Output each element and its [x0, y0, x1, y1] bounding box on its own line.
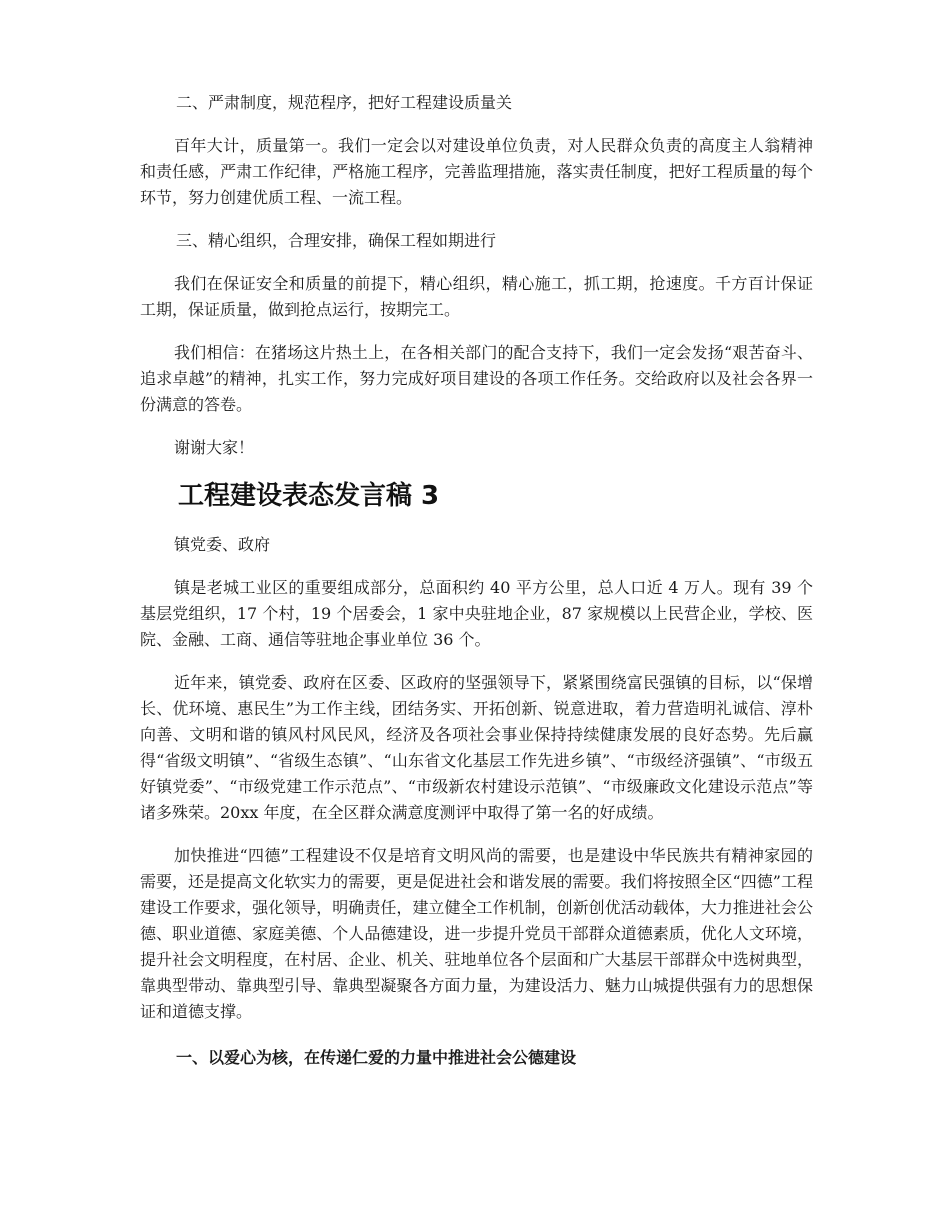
paragraph-schedule: 我们在保证安全和质量的前提下，精心组织，精心施工，抓工期，抢速度。千方百计保证工期，保证质量，做到抢点运行，按期完工。: [140, 274, 813, 319]
closing-thanks: 谢谢大家！: [174, 438, 255, 457]
paragraph-quality: 百年大计，质量第一。我们一定会以对建设单位负责，对人民群众负责的高度主人翁精神和责任感，严肃工作纪律，严格施工程序，完善监理措施，落实责任制度，把好工程质量的每个环节，努力创建优质工程、一流工程。: [140, 136, 813, 207]
paragraph-four-virtues: 加快推进“四德”工程建设不仅是培育文明风尚的需要，也是建设中华民族共有精神家园的需要，还是提高文化软实力的需要，更是促进社会和谐发展的需要。我们将按照全区“四德”工程建设工作要求，强化领导，明确责任，建立健全工作机制，创新创优活动载体，大力推进社会公德、职业道德、家庭美德、个人品德建设，进一步提升党员干部群众道德素质，优化人文环境，提升社会文明程度，在村居、企业、机关、驻地单位各个层面和广大基层干部群众中选树典型，靠典型带动、靠典型引导、靠典型凝聚各方面力量，为建设活力、魅力山城提供强有力的思想保证和道德支撑。: [140, 846, 813, 1021]
salutation: 镇党委、政府: [174, 535, 271, 554]
document-title: 工程建设表态发言稿 3: [178, 481, 440, 511]
section-heading-schedule: 三、精心组织，合理安排，确保工程如期进行: [176, 231, 497, 250]
document-body: [140, 90, 813, 1088]
paragraph-belief: 我们相信：在猪场这片热土上，在各相关部门的配合支持下，我们一定会发扬“艰苦奋斗、追求卓越”的精神，扎实工作，努力完成好项目建设的各项工作任务。交给政府以及社会各界一份满意的答卷。: [140, 343, 813, 414]
section-heading-quality: 二、严肃制度，规范程序，把好工程建设质量关: [176, 93, 513, 112]
paragraph-intro: 镇是老城工业区的重要组成部分，总面积约 40 平方公里，总人口近 4 万人。现有 39 个基层党组织，17 个村，19 个居委会，1 家中央驻地企业，87 家规模以上民营企业，学校、医院、金融、工商、通信等驻地企事业单位 36 个。: [140, 578, 813, 649]
paragraph-recent-achievements: 近年来，镇党委、政府在区委、区政府的坚强领导下，紧紧围绕富民强镇的目标，以“保增长、优环境、惠民生”为工作主线，团结务实、开拓创新、锐意进取，着力营造明礼诚信、淳朴向善、文明和谐的镇风村风民风，经济及各项社会事业保持持续健康发展的良好态势。先后赢得“省级文明镇”、“省级生态镇”、“山东省文化基层工作先进乡镇”、“市级经济强镇”、“市级五好镇党委”、“市级党建工作示范点”、“市级新农村建设示范镇”、“市级廉政文化建设示范点”等诸多殊荣。20xx 年度，在全区群众满意度测评中取得了第一名的好成绩。: [140, 673, 813, 822]
section-heading-public-morality: 一、以爱心为核，在传递仁爱的力量中推进社会公德建设: [176, 1048, 577, 1067]
